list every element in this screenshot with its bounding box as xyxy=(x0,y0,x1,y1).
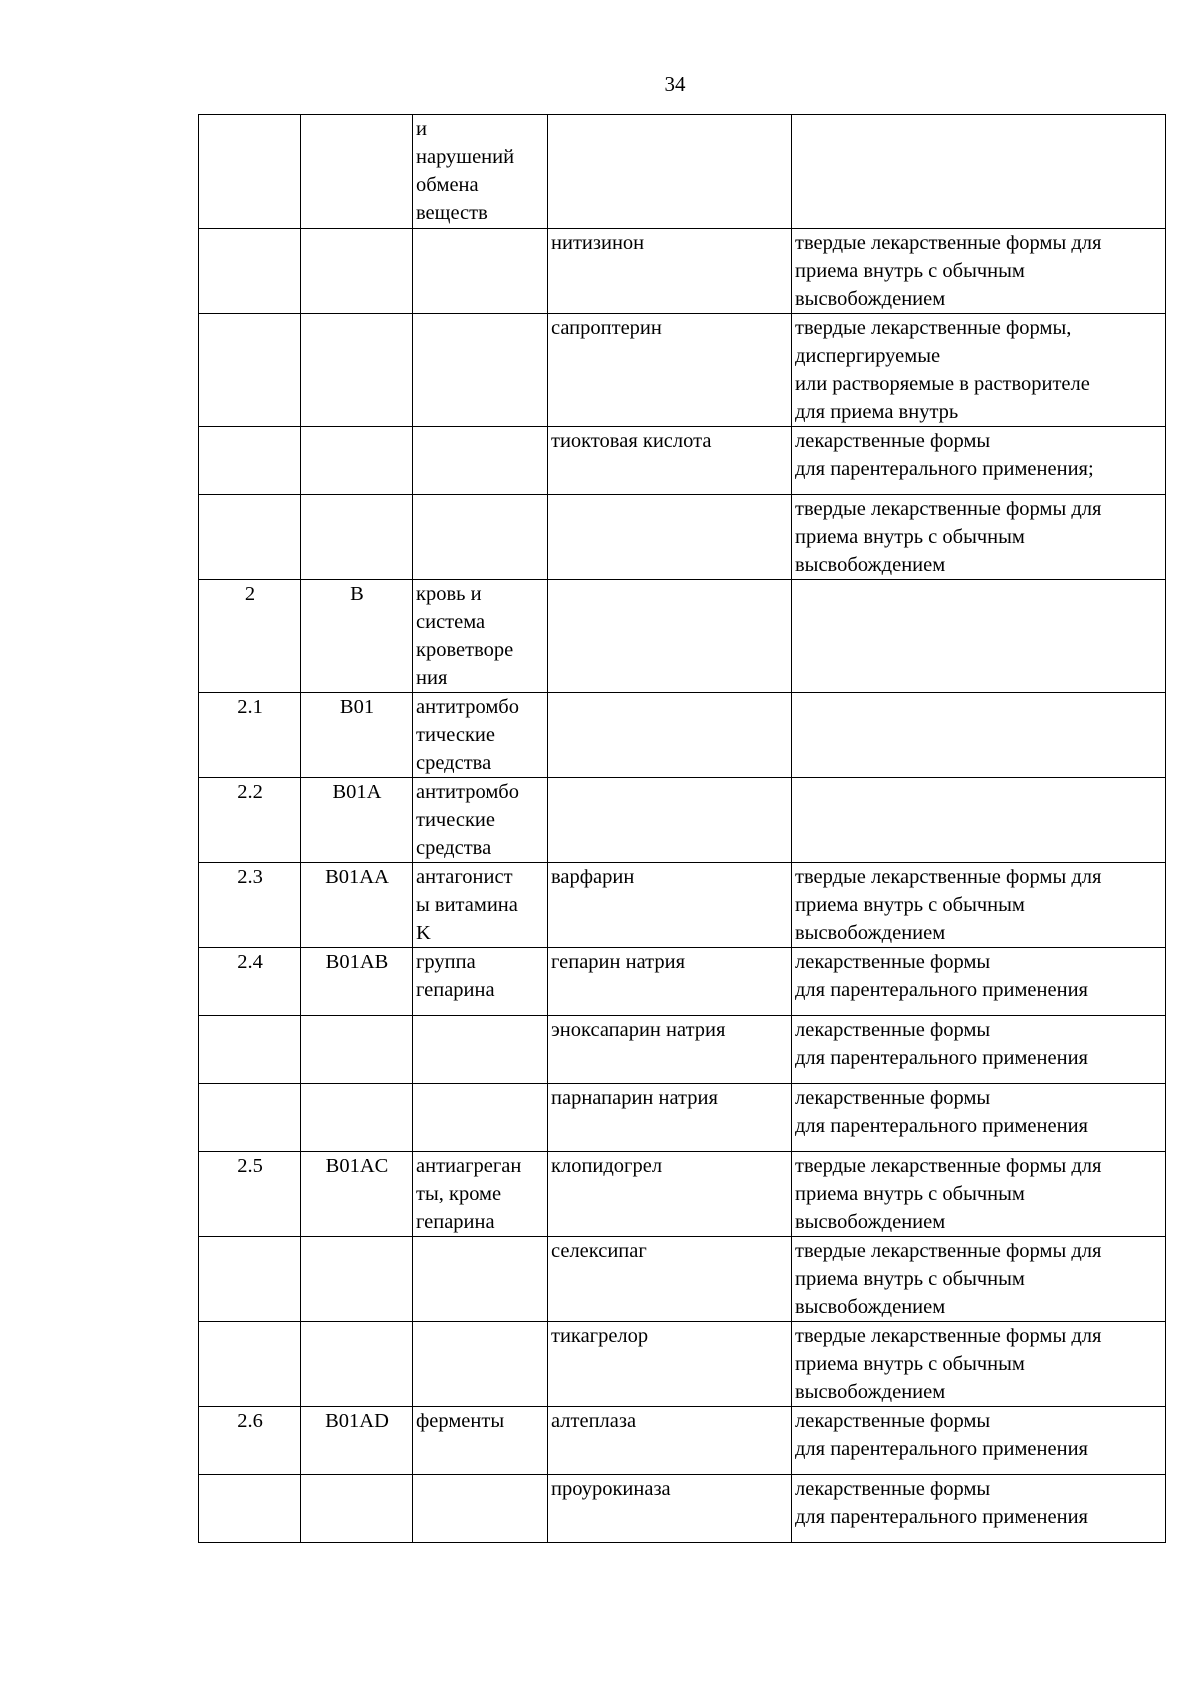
group-name-cell xyxy=(413,1322,548,1407)
dosage-form-cell: лекарственные формы для парентерального применения xyxy=(792,1407,1166,1475)
dosage-form-cell xyxy=(792,693,1166,778)
drug-name-cell: проурокиназа xyxy=(548,1475,792,1543)
atc-code-cell xyxy=(301,229,413,314)
table-row xyxy=(199,1322,1166,1407)
dosage-form-cell xyxy=(792,580,1166,693)
table-row xyxy=(199,115,1166,229)
atc-code-cell: B01A xyxy=(301,778,413,863)
drug-name-cell xyxy=(548,115,792,229)
row-number-cell xyxy=(199,1237,301,1322)
row-number-cell xyxy=(199,314,301,427)
row-number-cell: 2.1 xyxy=(199,693,301,778)
group-name-cell xyxy=(413,1475,548,1543)
drug-name-cell: алтеплаза xyxy=(548,1407,792,1475)
group-name-cell xyxy=(413,314,548,427)
atc-code-cell xyxy=(301,427,413,495)
dosage-form-cell: твердые лекарственные формы для приема внутрь с обычным высвобождением xyxy=(792,1237,1166,1322)
group-name-cell: антитромбо тические средства xyxy=(413,693,548,778)
drug-name-cell: тиоктовая кислота xyxy=(548,427,792,495)
table-row xyxy=(199,495,1166,580)
group-name-cell xyxy=(413,229,548,314)
row-number-cell: 2.3 xyxy=(199,863,301,948)
group-name-cell xyxy=(413,1237,548,1322)
table-row xyxy=(199,1237,1166,1322)
table-row xyxy=(199,1152,1166,1237)
dosage-form-cell: лекарственные формы для парентерального применения xyxy=(792,1475,1166,1543)
atc-code-cell: B01AA xyxy=(301,863,413,948)
dosage-form-cell: лекарственные формы для парентерального применения xyxy=(792,1084,1166,1152)
row-number-cell xyxy=(199,495,301,580)
row-number-cell: 2.6 xyxy=(199,1407,301,1475)
table-row xyxy=(199,863,1166,948)
drug-name-cell: селексипаг xyxy=(548,1237,792,1322)
drug-name-cell: парнапарин натрия xyxy=(548,1084,792,1152)
drug-name-cell: нитизинон xyxy=(548,229,792,314)
dosage-form-cell xyxy=(792,778,1166,863)
table-row xyxy=(199,580,1166,693)
atc-code-cell: B01AD xyxy=(301,1407,413,1475)
group-name-cell: антитромбо тические средства xyxy=(413,778,548,863)
dosage-form-cell: лекарственные формы для парентерального применения xyxy=(792,1016,1166,1084)
atc-code-cell: B xyxy=(301,580,413,693)
row-number-cell xyxy=(199,1475,301,1543)
row-number-cell xyxy=(199,229,301,314)
group-name-cell: группа гепарина xyxy=(413,948,548,1016)
row-number-cell xyxy=(199,1084,301,1152)
table-row xyxy=(199,948,1166,1016)
row-number-cell xyxy=(199,1322,301,1407)
dosage-form-cell: твердые лекарственные формы, диспергируемые или растворяемые в растворителе для приема внутрь xyxy=(792,314,1166,427)
drug-name-cell: тикагрелор xyxy=(548,1322,792,1407)
atc-code-cell xyxy=(301,314,413,427)
drug-name-cell xyxy=(548,580,792,693)
group-name-cell: кровь и система кроветворе ния xyxy=(413,580,548,693)
row-number-cell: 2.2 xyxy=(199,778,301,863)
table-row xyxy=(199,1407,1166,1475)
row-number-cell xyxy=(199,427,301,495)
dosage-form-cell: твердые лекарственные формы для приема внутрь с обычным высвобождением xyxy=(792,863,1166,948)
row-number-cell xyxy=(199,1016,301,1084)
atc-code-cell xyxy=(301,1237,413,1322)
atc-code-cell xyxy=(301,495,413,580)
group-name-cell: ферменты xyxy=(413,1407,548,1475)
dosage-form-cell: лекарственные формы для парентерального применения; xyxy=(792,427,1166,495)
atc-code-cell: B01AC xyxy=(301,1152,413,1237)
group-name-cell xyxy=(413,1084,548,1152)
atc-code-cell xyxy=(301,1084,413,1152)
drug-table xyxy=(198,114,1166,1543)
atc-code-cell xyxy=(301,115,413,229)
row-number-cell: 2.4 xyxy=(199,948,301,1016)
table-row xyxy=(199,427,1166,495)
atc-code-cell: B01 xyxy=(301,693,413,778)
table-row xyxy=(199,1016,1166,1084)
page-number: 34 xyxy=(664,72,686,96)
drug-name-cell: варфарин xyxy=(548,863,792,948)
table-row xyxy=(199,778,1166,863)
dosage-form-cell: лекарственные формы для парентерального применения xyxy=(792,948,1166,1016)
row-number-cell xyxy=(199,115,301,229)
drug-name-cell xyxy=(548,495,792,580)
table-row xyxy=(199,693,1166,778)
drug-name-cell: клопидогрел xyxy=(548,1152,792,1237)
table-row xyxy=(199,1475,1166,1543)
dosage-form-cell xyxy=(792,115,1166,229)
dosage-form-cell: твердые лекарственные формы для приема внутрь с обычным высвобождением xyxy=(792,495,1166,580)
drug-name-cell xyxy=(548,693,792,778)
atc-code-cell xyxy=(301,1475,413,1543)
atc-code-cell xyxy=(301,1016,413,1084)
dosage-form-cell: твердые лекарственные формы для приема внутрь с обычным высвобождением xyxy=(792,229,1166,314)
group-name-cell: антагонист ы витамина K xyxy=(413,863,548,948)
atc-code-cell: B01AB xyxy=(301,948,413,1016)
group-name-cell xyxy=(413,1016,548,1084)
dosage-form-cell: твердые лекарственные формы для приема внутрь с обычным высвобождением xyxy=(792,1322,1166,1407)
group-name-cell xyxy=(413,495,548,580)
drug-name-cell xyxy=(548,778,792,863)
group-name-cell: и нарушений обмена веществ xyxy=(413,115,548,229)
drug-name-cell: эноксапарин натрия xyxy=(548,1016,792,1084)
table-row xyxy=(199,314,1166,427)
table-row xyxy=(199,1084,1166,1152)
drug-name-cell: сапроптерин xyxy=(548,314,792,427)
table-row xyxy=(199,229,1166,314)
group-name-cell: антиагреган ты, кроме гепарина xyxy=(413,1152,548,1237)
row-number-cell: 2.5 xyxy=(199,1152,301,1237)
drug-name-cell: гепарин натрия xyxy=(548,948,792,1016)
atc-code-cell xyxy=(301,1322,413,1407)
row-number-cell: 2 xyxy=(199,580,301,693)
group-name-cell xyxy=(413,427,548,495)
dosage-form-cell: твердые лекарственные формы для приема внутрь с обычным высвобождением xyxy=(792,1152,1166,1237)
